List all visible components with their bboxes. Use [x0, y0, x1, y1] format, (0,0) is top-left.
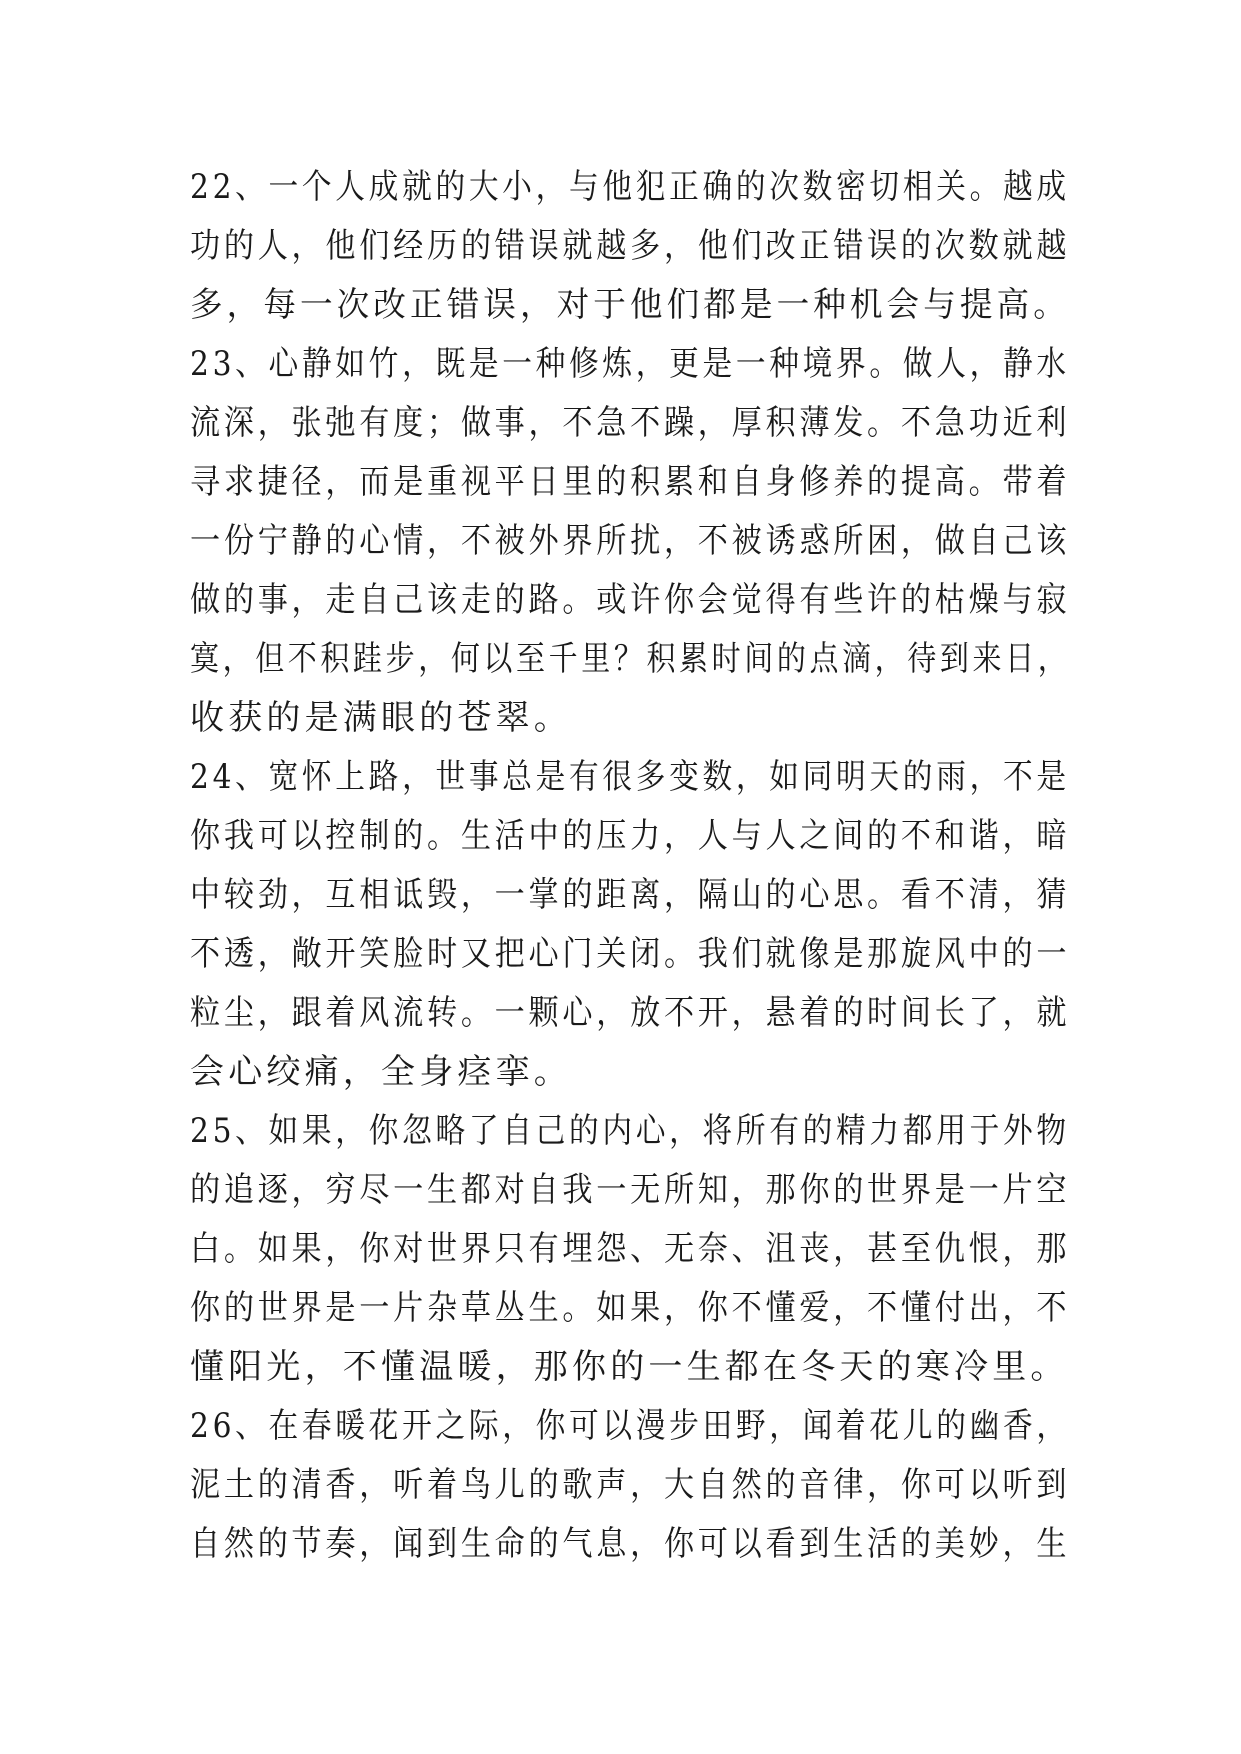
text-line: 你的世界是一片杂草丛生。如果，你不懂爱，不懂付出，不 — [190, 1288, 1071, 1328]
text-line: 22、一个人成就的大小，与他犯正确的次数密切相关。越成 — [190, 167, 1070, 207]
paragraph-25 — [190, 1102, 1070, 1397]
text-line: 寻求捷径，而是重视平日里的积累和自身修养的提高。带着 — [190, 462, 1071, 502]
text-line: 流深，张弛有度；做事，不急不躁，厚积薄发。不急功近利 — [190, 403, 1071, 443]
text-line: 寞，但不积跬步，何以至千里？积累时间的点滴，待到来日， — [190, 639, 1071, 679]
text-line: 粒尘，跟着风流转。一颗心，放不开，悬着的时间长了，就 — [190, 993, 1071, 1033]
text-line: 自然的节奏，闻到生命的气息，你可以看到生活的美妙，生 — [190, 1524, 1071, 1564]
text-line: 会心绞痛，全身痉挛。 — [190, 1052, 572, 1092]
text-line: 多，每一次改正错误，对于他们都是一种机会与提高。 — [190, 285, 1070, 325]
text-line: 中较劲，互相诋毁，一掌的距离，隔山的心思。看不清，猜 — [190, 875, 1071, 915]
text-line: 25、如果，你忽略了自己的内心，将所有的精力都用于外物 — [190, 1111, 1070, 1151]
paragraph-26 — [190, 1397, 1070, 1574]
document-body — [190, 158, 1070, 1574]
text-line: 白。如果，你对世界只有埋怨、无奈、沮丧，甚至仇恨，那 — [190, 1229, 1071, 1269]
text-line: 26、在春暖花开之际，你可以漫步田野，闻着花儿的幽香， — [190, 1406, 1070, 1446]
paragraph-22 — [190, 158, 1070, 335]
paragraph-24 — [190, 748, 1070, 1102]
text-line: 一份宁静的心情，不被外界所扰，不被诱惑所困，做自己该 — [190, 521, 1071, 561]
text-line: 功的人，他们经历的错误就越多，他们改正错误的次数就越 — [190, 226, 1071, 266]
text-line: 24、宽怀上路，世事总是有很多变数，如同明天的雨，不是 — [190, 757, 1070, 797]
text-line: 你我可以控制的。生活中的压力，人与人之间的不和谐，暗 — [190, 816, 1071, 856]
text-line: 泥土的清香，听着鸟儿的歌声，大自然的音律，你可以听到 — [190, 1465, 1071, 1505]
paragraph-23 — [190, 335, 1070, 748]
text-line: 23、心静如竹，既是一种修炼，更是一种境界。做人，静水 — [190, 344, 1070, 384]
text-line: 做的事，走自己该走的路。或许你会觉得有些许的枯燥与寂 — [190, 580, 1071, 620]
text-line: 不透，敞开笑脸时又把心门关闭。我们就像是那旋风中的一 — [190, 934, 1071, 974]
text-line: 的追逐，穷尽一生都对自我一无所知，那你的世界是一片空 — [190, 1170, 1071, 1210]
text-line: 懂阳光，不懂温暖，那你的一生都在冬天的寒冷里。 — [190, 1347, 1069, 1387]
text-line: 收获的是满眼的苍翠。 — [190, 698, 572, 738]
